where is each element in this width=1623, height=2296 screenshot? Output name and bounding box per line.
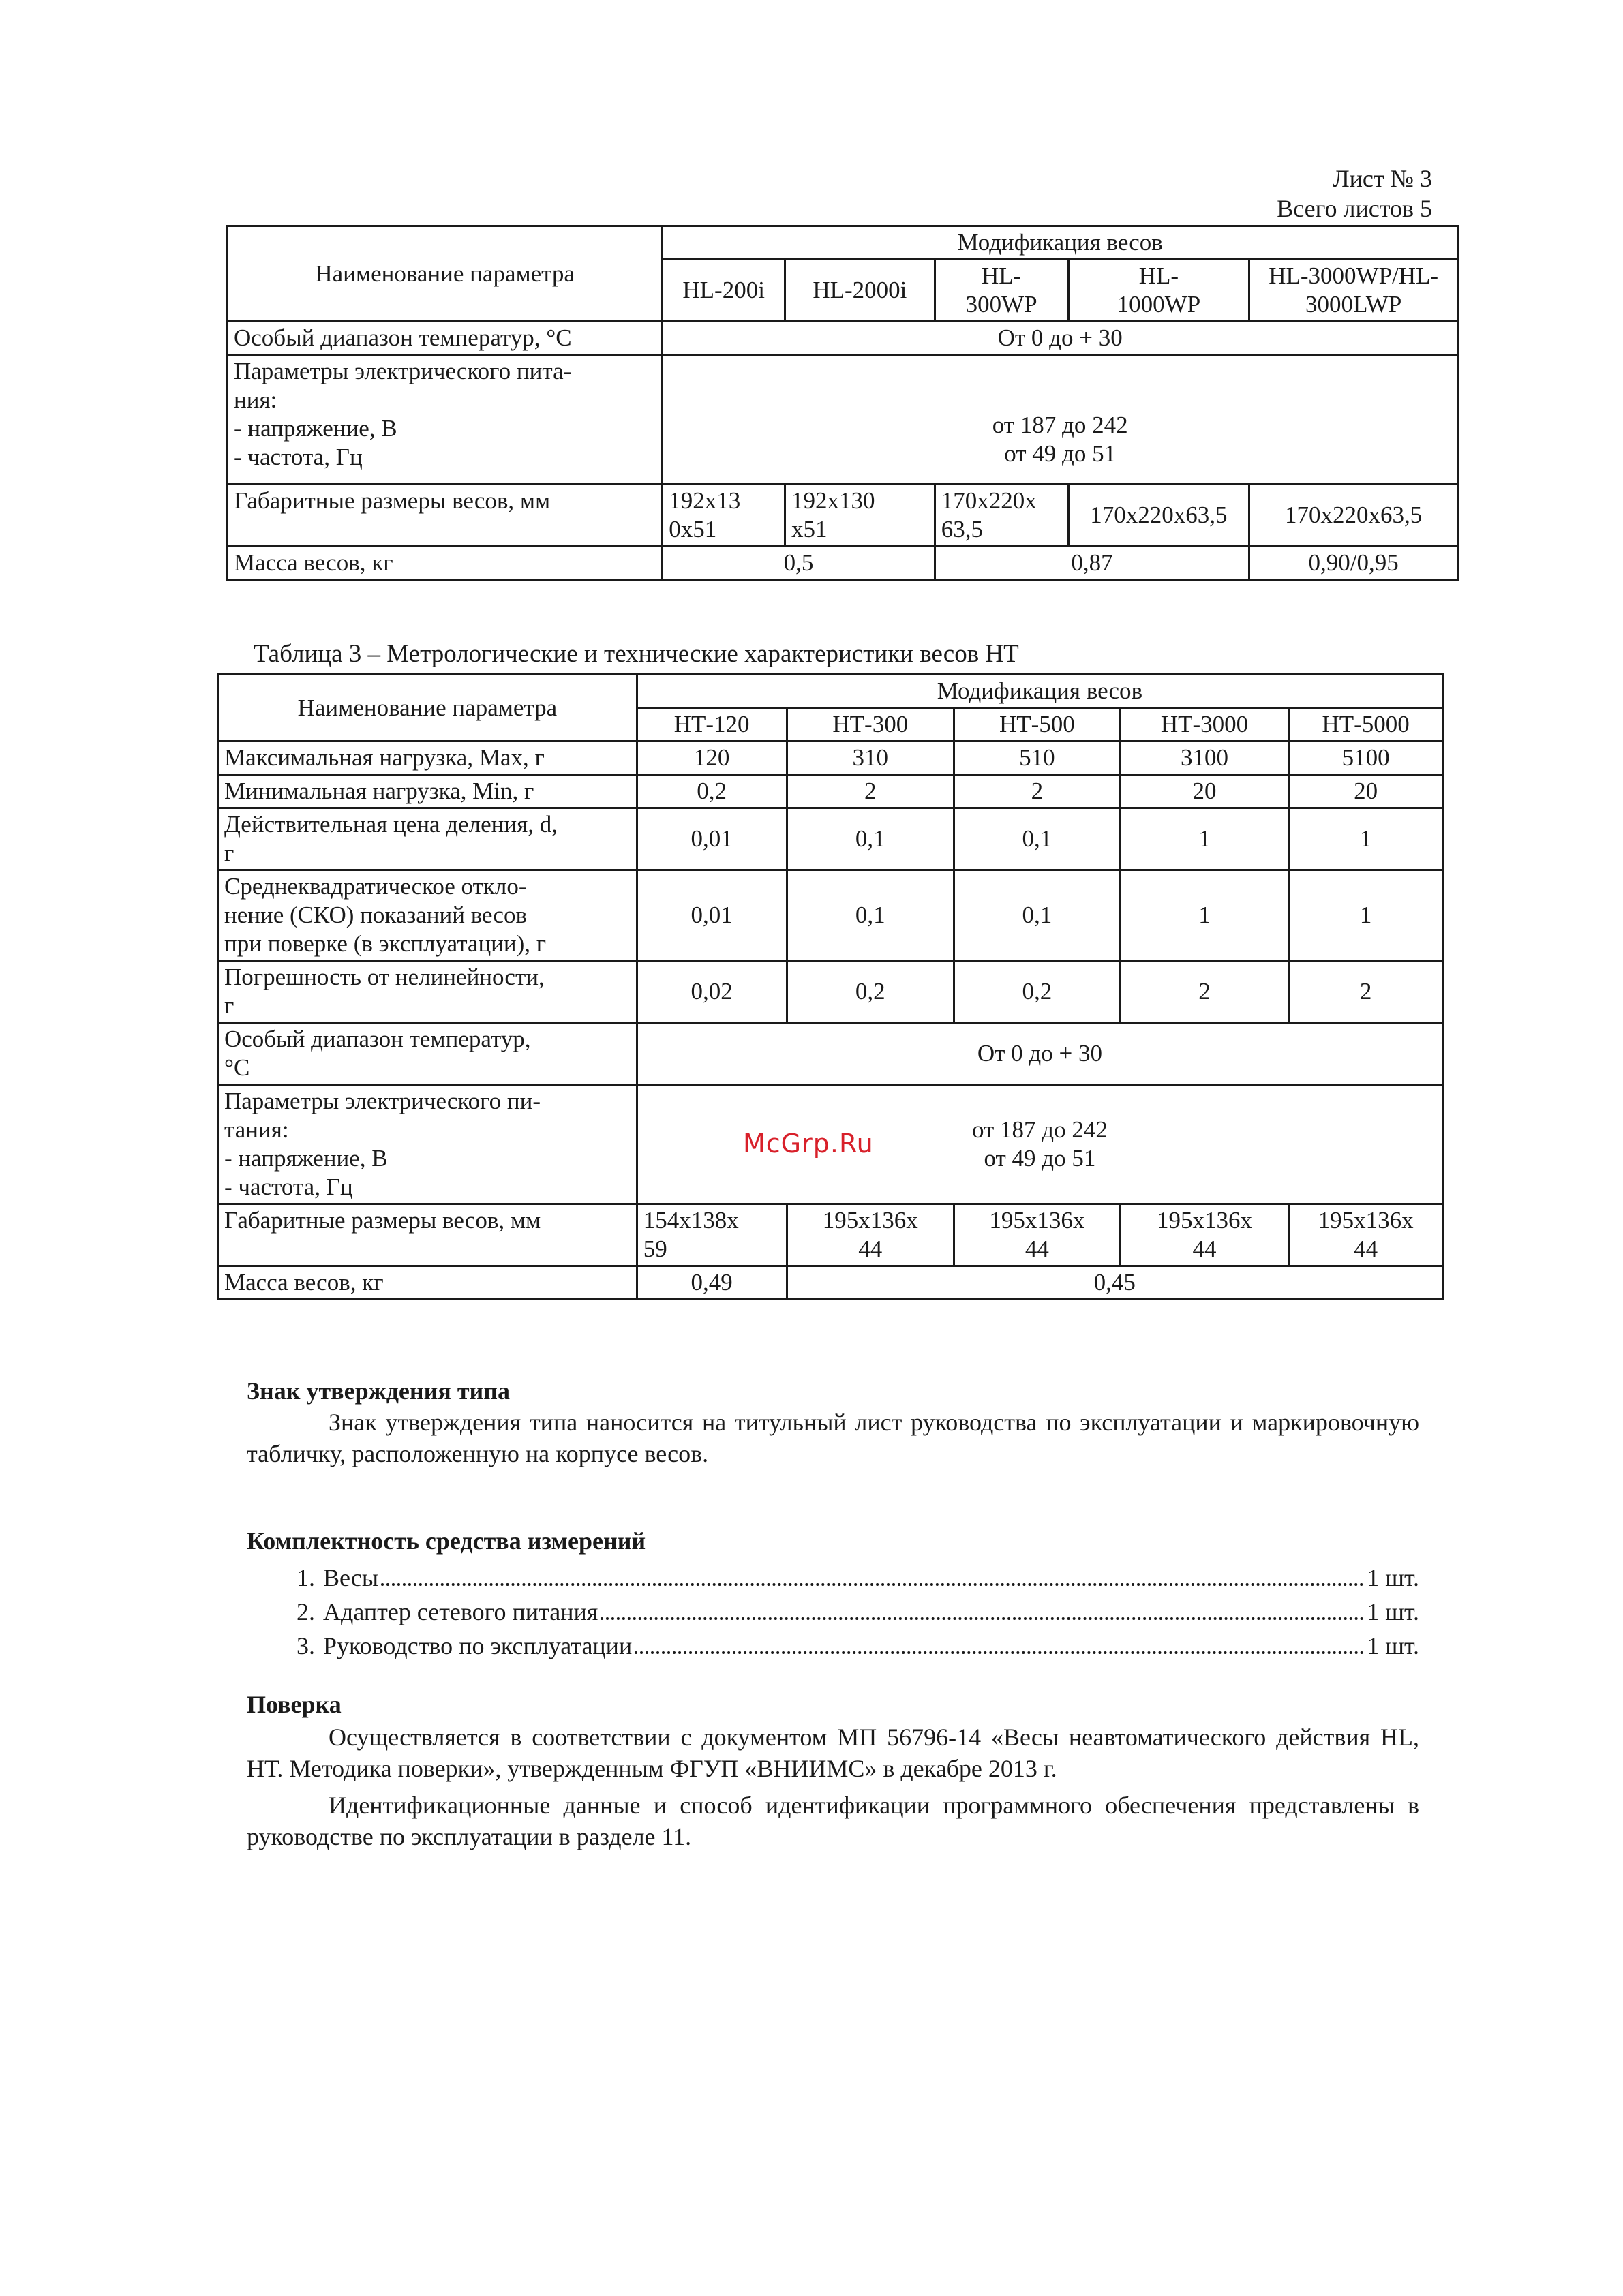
cell: 195х136х 44 (787, 1204, 954, 1266)
verification-text-1: Осуществляется в соответствии с документом МП 56796-14 «Весы неавтоматического действия HL, НТ. Методика поверки», утвержденным ФГУП «ВНИИМС» в декабре 2013 г. (247, 1724, 1419, 1782)
table-row (218, 775, 1443, 808)
row-value: От 0 до + 30 (637, 1023, 1442, 1085)
cell: 0,90/0,95 (1249, 547, 1458, 580)
model-header: HL-2000i (785, 260, 935, 322)
cell: 5100 (1289, 741, 1443, 775)
model-header: HL- 300WP (935, 260, 1068, 322)
table-ht-specs (217, 673, 1444, 1300)
section-title-completeness: Комплектность средства измерений (247, 1527, 646, 1555)
table-caption: Таблица 3 – Метрологические и технические характеристики весов НТ (254, 640, 1019, 668)
table-hl-specs (226, 225, 1459, 581)
model-header: НТ-500 (954, 708, 1121, 741)
cell: 1 (1120, 808, 1289, 870)
table-row (218, 1023, 1443, 1085)
group-header: Модификация весов (663, 226, 1458, 260)
table-row (218, 741, 1443, 775)
cell: 0,1 (954, 870, 1121, 961)
section-title-verification: Поверка (247, 1691, 342, 1718)
cell: 310 (787, 741, 954, 775)
row-label: Действительная цена деления, d, г (218, 808, 637, 870)
table-row (228, 355, 1458, 485)
row-label: Масса весов, кг (228, 547, 663, 580)
cell: 0,1 (787, 808, 954, 870)
cell: 170х220х63,5 (1249, 485, 1458, 547)
cell: 195х136х 44 (954, 1204, 1121, 1266)
verification-text-2: Идентификационные данные и способ идентификации программного обеспечения представлены в руководстве по эксплуатации в разделе 11. (247, 1792, 1419, 1850)
cell: 0,01 (637, 808, 787, 870)
row-label: Особый диапазон температур, °С (228, 322, 663, 355)
row-label: Минимальная нагрузка, Min, г (218, 775, 637, 808)
cell: 0,87 (935, 547, 1249, 580)
table-row (218, 1266, 1443, 1300)
cell: 0,2 (787, 961, 954, 1023)
list-item: 2. Адаптер сетевого питания 1 шт. (297, 1598, 1419, 1625)
row-label: Габаритные размеры весов, мм (218, 1204, 637, 1266)
cell: 1 (1120, 870, 1289, 961)
table-row (228, 322, 1458, 355)
row-label: Параметры электрического пи- тания: - напряжение, В - частота, Гц (218, 1085, 637, 1204)
table-row (218, 1204, 1443, 1266)
cell: 2 (954, 775, 1121, 808)
cell: 0,5 (663, 547, 935, 580)
approval-text: Знак утверждения типа наносится на титульный лист руководства по эксплуатации и маркировочную табличку, расположенную на корпусе весов. (247, 1409, 1419, 1467)
cell: 195х136х 44 (1289, 1204, 1443, 1266)
cell: 0,2 (637, 775, 787, 808)
row-label: Погрешность от нелинейности, г (218, 961, 637, 1023)
model-header: НТ-120 (637, 708, 787, 741)
cell: 0,02 (637, 961, 787, 1023)
cell: 0,49 (637, 1266, 787, 1300)
table-row (218, 961, 1443, 1023)
table-row (228, 485, 1458, 547)
sheet-number: Лист № 3 (1333, 165, 1432, 192)
model-header: НТ-5000 (1289, 708, 1443, 741)
model-header: НТ-300 (787, 708, 954, 741)
cell: 192х13 0х51 (663, 485, 785, 547)
row-label: Максимальная нагрузка, Max, г (218, 741, 637, 775)
cell: 2 (787, 775, 954, 808)
cell: 1 (1289, 808, 1443, 870)
cell: 0,2 (954, 961, 1121, 1023)
cell: 154х138х 59 (637, 1204, 787, 1266)
model-header: HL-200i (663, 260, 785, 322)
row-label: Среднеквадратическое откло- нение (СКО) показаний весов при поверке (в эксплуатации), г (218, 870, 637, 961)
list-item: 3. Руководство по эксплуатации 1 шт. (297, 1632, 1419, 1659)
model-header: НТ-3000 (1120, 708, 1289, 741)
table-row (228, 547, 1458, 580)
row-label: Параметры электрического пита- ния: - напряжение, В - частота, Гц (228, 355, 663, 485)
cell: 2 (1289, 961, 1443, 1023)
cell: 3100 (1120, 741, 1289, 775)
cell: 20 (1120, 775, 1289, 808)
row-value: от 187 до 242 от 49 до 51 (663, 355, 1458, 485)
row-label: Особый диапазон температур, °С (218, 1023, 637, 1085)
watermark: McGrp.Ru (743, 1129, 874, 1159)
model-header: HL-3000WP/HL- 3000LWP (1249, 260, 1458, 322)
cell: 1 (1289, 870, 1443, 961)
table-row (218, 808, 1443, 870)
row-label: Масса весов, кг (218, 1266, 637, 1300)
cell: 120 (637, 741, 787, 775)
param-header: Наименование параметра (218, 675, 637, 741)
cell: 0,1 (787, 870, 954, 961)
cell: 0,45 (787, 1266, 1443, 1300)
cell: 170х220х 63,5 (935, 485, 1068, 547)
row-value: от 187 до 242 от 49 до 51 (637, 1085, 1442, 1204)
model-header: HL- 1000WP (1068, 260, 1249, 322)
row-label: Габаритные размеры весов, мм (228, 485, 663, 547)
cell: 2 (1120, 961, 1289, 1023)
group-header: Модификация весов (637, 675, 1442, 708)
section-title-approval: Знак утверждения типа (247, 1377, 511, 1405)
table-row (218, 870, 1443, 961)
total-sheets: Всего листов 5 (1277, 195, 1432, 222)
cell: 20 (1289, 775, 1443, 808)
cell: 195х136х 44 (1120, 1204, 1289, 1266)
list-item: 1. Весы 1 шт. (297, 1564, 1419, 1591)
cell: 0,01 (637, 870, 787, 961)
completeness-list (247, 1561, 1419, 1663)
cell: 170х220х63,5 (1068, 485, 1249, 547)
cell: 510 (954, 741, 1121, 775)
cell: 0,1 (954, 808, 1121, 870)
param-header: Наименование параметра (228, 226, 663, 322)
cell: 192х130 х51 (785, 485, 935, 547)
row-value: От 0 до + 30 (663, 322, 1458, 355)
